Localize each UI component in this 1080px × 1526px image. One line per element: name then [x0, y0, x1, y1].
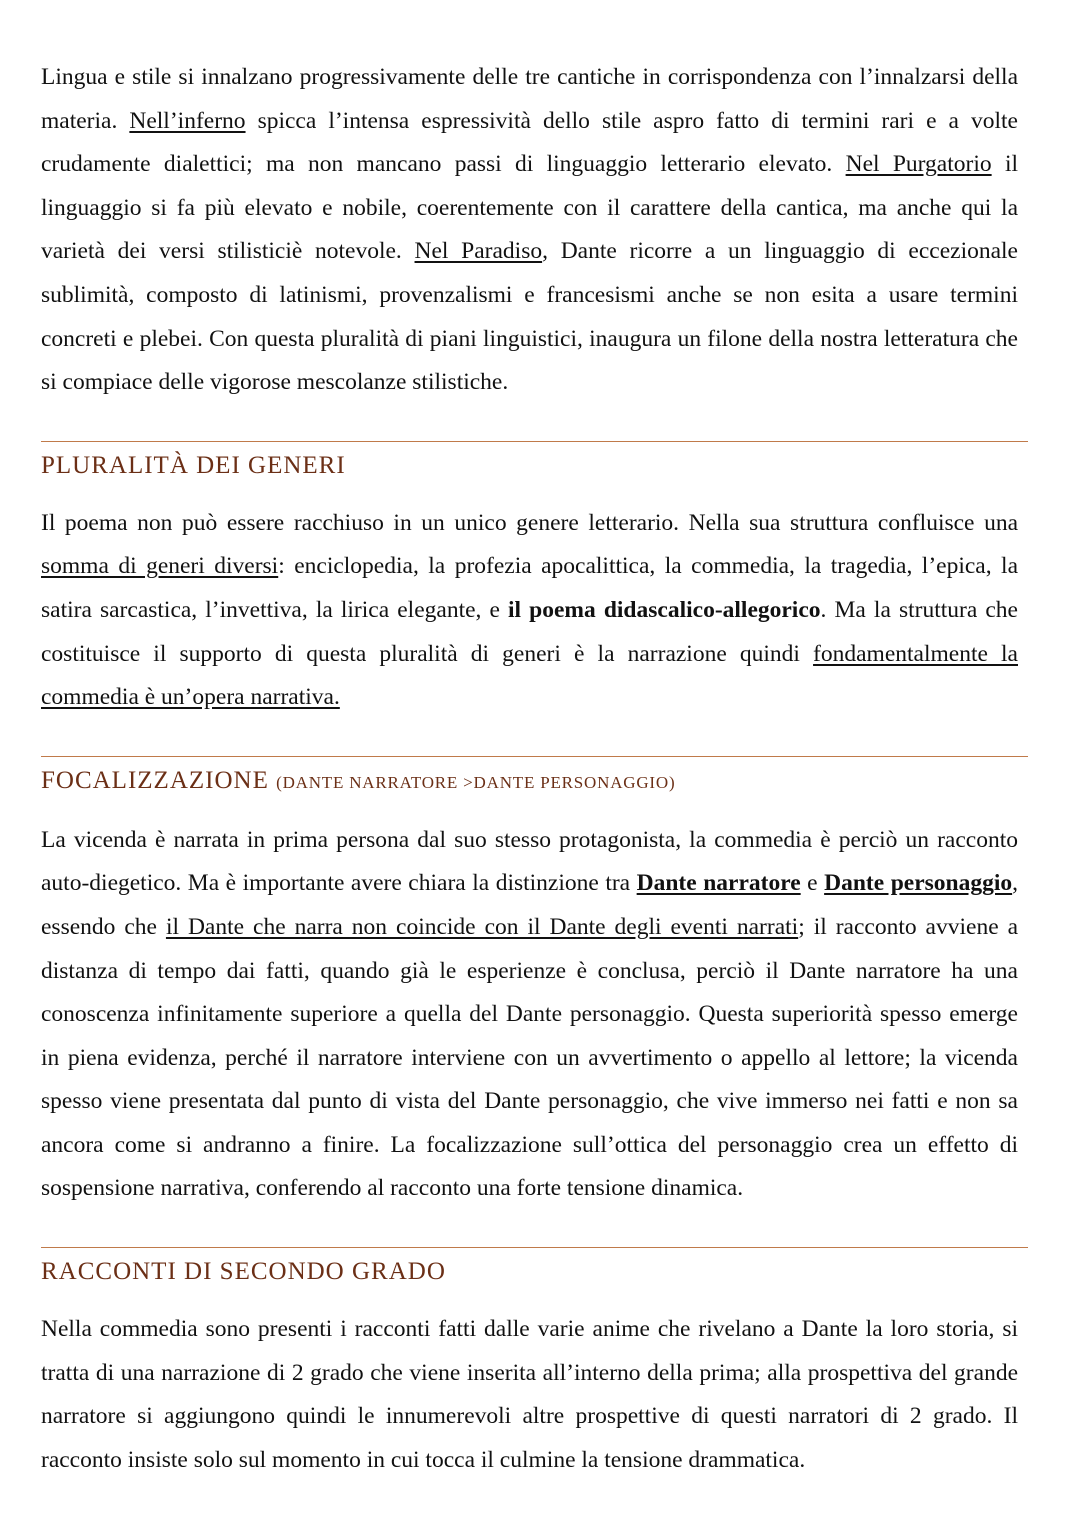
- underlined-purgatorio: Nel Purgatorio: [845, 151, 992, 178]
- heading-text: FOCALIZZAZIONE: [41, 766, 269, 794]
- section-divider: [41, 756, 1028, 757]
- underlined-dante-che-narra: il Dante che narra non coincide con il Dante degli eventi narrati: [165, 913, 799, 940]
- bold-poema-didascalico: il poema didascalico-allegorico: [508, 596, 821, 623]
- text-run: : enciclopedia, la profezia apocalittica, la commedia, la tragedia, l’epica, la satira sarcastica, l’invettiva, la lirica elegante, e: [41, 553, 1019, 623]
- bold-dante-personaggio: Dante personaggio: [824, 870, 1013, 897]
- section-heading: RACCONTI DI SECONDO GRADO: [41, 1258, 446, 1286]
- text-run: La vicenda è narrata in prima persona dal suo stesso protagonista, la commedia è perciò un racconto auto-diegetico. Ma è importante avere chiara la distinzione tra: [41, 826, 1018, 897]
- text-run: il linguaggio si fa più elevato e nobile, coerentemente con il carattere della cantica, ma anche qui la varietà dei versi stilisticiè notevole.: [41, 151, 1018, 265]
- section-racconti-secondo-grado: [41, 1247, 1018, 1482]
- section-divider: [41, 1247, 1028, 1248]
- bold-dante-narratore: Dante narratore: [636, 870, 801, 897]
- text-run: ; il racconto avviene a distanza di tempo dai fatti, quando già le esperienze è conclusa, perciò il Dante narratore ha una conoscenza infinitamente superiore a quella del Dante personaggio. Questa superiorità spesso emerge in piena evidenza, perché il narratore interviene con un avvertimento o appello al lettore; la vicenda spesso viene presentata dal punto di vista del Dante personaggio, che vive immerso nei fatti e non sa ancora come si andranno a finire. La focalizzazione sull’ottica del personaggio crea un effetto di sospensione narrativa, conferendo al racconto una forte tensione dinamica.: [41, 913, 1019, 1202]
- paragraph-racconti: Nella commedia sono presenti i racconti fatti dalle varie anime che rivelano a Dante la loro storia, si tratta di una narrazione di 2 grado che viene inserita all’interno della prima; alla prospettiva del grande narratore si aggiungono quindi le innumerevoli altre prospettive di questi narratori di 2 grado. Il racconto insiste solo sul momento in cui tocca il culmine la tensione drammatica.: [41, 1316, 1018, 1473]
- section-focalizzazione: [41, 756, 1018, 1211]
- underlined-inferno: Nell’inferno: [129, 107, 246, 134]
- paragraph-pluralita: [41, 502, 1018, 720]
- text-run: e: [800, 870, 825, 897]
- paragraph-lingua-e-stile: [41, 56, 1018, 405]
- text-run: Il poema non può essere racchiuso in un unico genere letterario. Nella sua struttura confluisce una: [41, 509, 1018, 536]
- section-heading: [41, 765, 1018, 799]
- text-run: , Dante ricorre a un linguaggio di eccezionale sublimità, composto di latinismi, provenzalismi e francesismi anche se non esita a usare termini concreti e plebei. Con questa pluralità di piani linguistici, inaugura un filone della nostra letteratura che si compiace delle vigorose mescolanze stilistiche.: [41, 238, 1018, 396]
- section-pluralita-dei-generi: [41, 441, 1018, 720]
- text-run: , essendo che: [41, 870, 1018, 940]
- heading-subtitle: (DANTE NARRATORE >DANTE PERSONAGGIO): [276, 772, 676, 792]
- underlined-paradiso: Nel Paradiso: [414, 238, 543, 265]
- underlined-opera-narrativa: fondamentalmente la commedia è un’opera narrativa.: [41, 640, 1018, 711]
- paragraph-focalizzazione: [41, 819, 1018, 1211]
- underlined-somma-generi: somma di generi diversi: [41, 553, 279, 580]
- text-run: . Ma la struttura che costituisce il supporto di questa pluralità di generi è la narrazione quindi: [41, 596, 1018, 667]
- text-run: Lingua e stile si innalzano progressivamente delle tre cantiche in corrispondenza con l’innalzarsi della materia.: [41, 64, 1018, 134]
- section-heading: PLURALITÀ DEI GENERI: [41, 451, 346, 479]
- text-run: spicca l’intensa espressività dello stile aspro fatto di termini rari e a volte crudamente dialettici; ma non mancano passi di linguaggio letterario elevato.: [41, 107, 1018, 178]
- section-divider: [41, 441, 1028, 442]
